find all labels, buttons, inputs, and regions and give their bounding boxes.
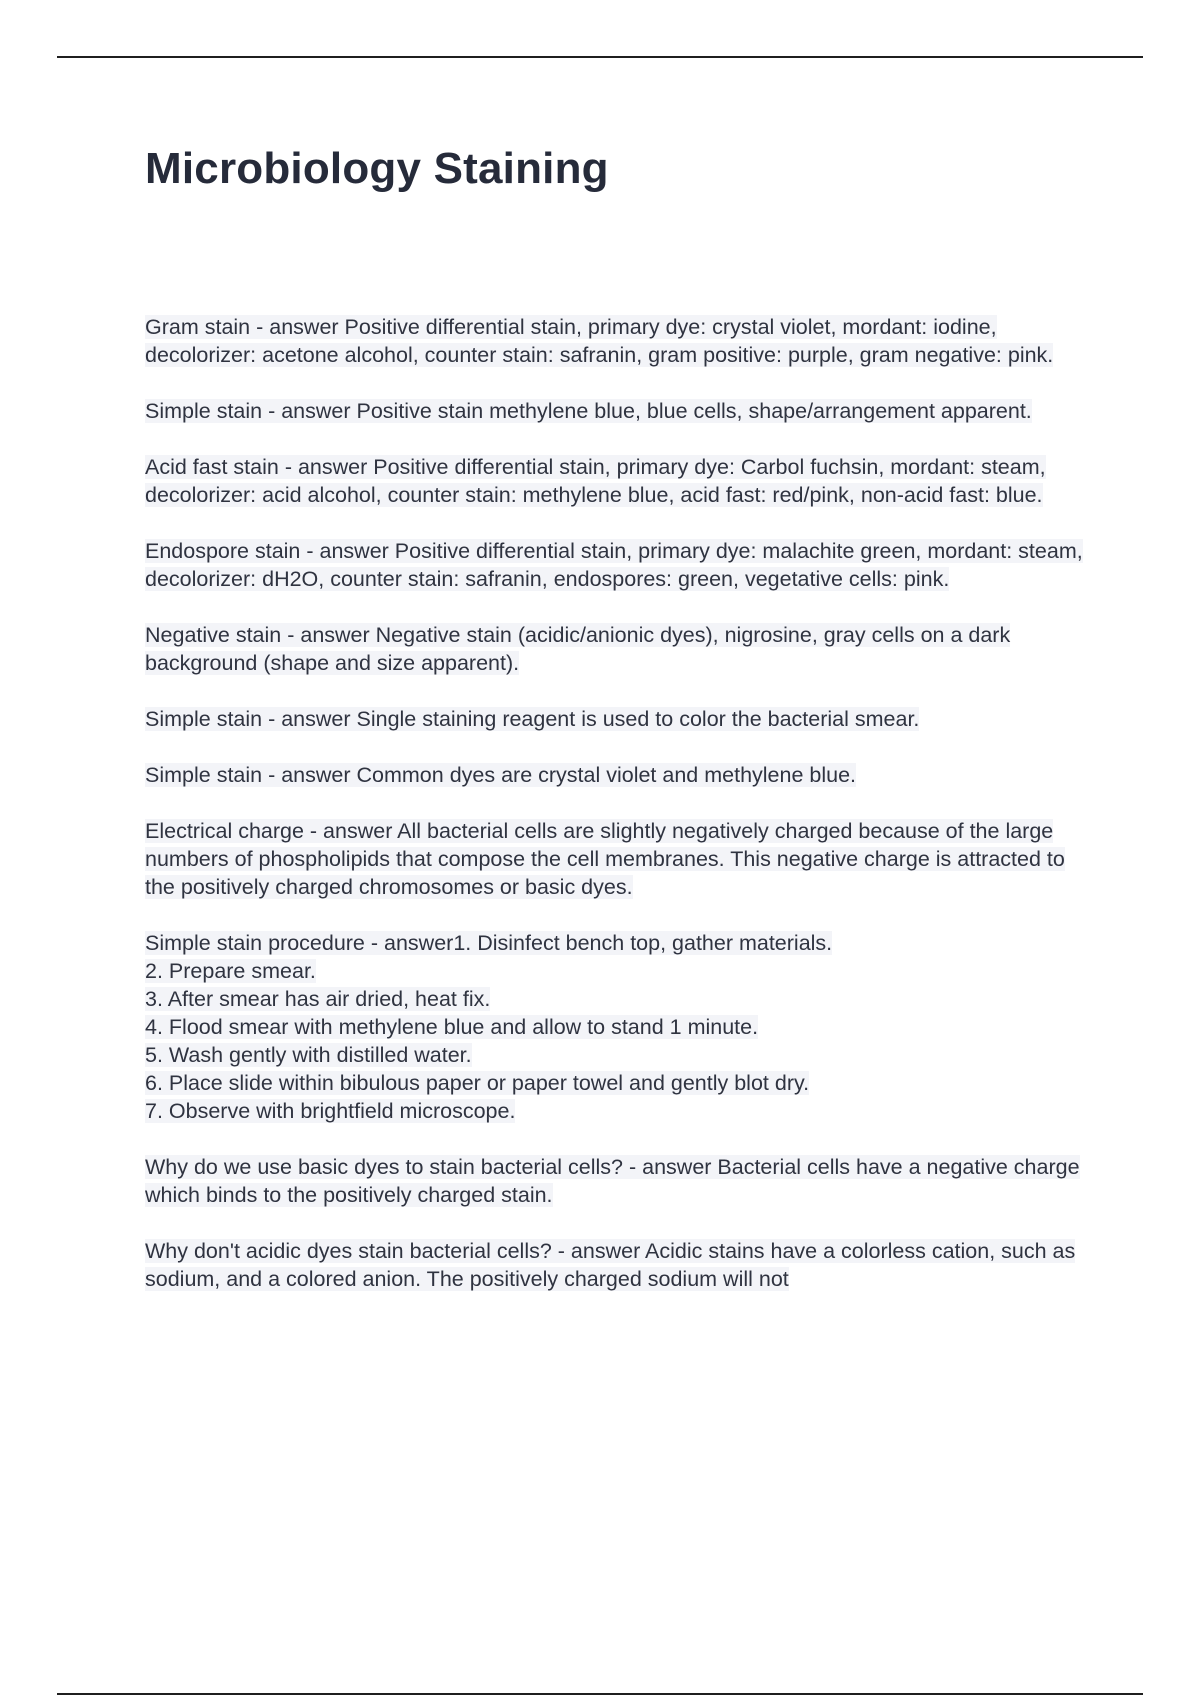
qa-entry <box>145 453 1085 509</box>
qa-answer: Positive differential stain, primary dye: malachite green, mordant: steam, decolorizer: dH2O, counter stain: safranin, endospores: green, vegetative cells: pink. <box>145 539 1083 591</box>
qa-separator: - answer <box>551 1239 646 1263</box>
qa-separator: - answer <box>364 931 454 955</box>
qa-entry <box>145 705 1085 733</box>
qa-term: Why do we use basic dyes to stain bacterial cells? <box>145 1155 624 1179</box>
qa-term: Negative stain <box>145 623 282 647</box>
qa-term: Simple stain <box>145 399 263 423</box>
qa-entry <box>145 1153 1085 1209</box>
procedure-step: 7. Observe with brightfield microscope. <box>145 1099 516 1123</box>
qa-answer: Single staining reagent is used to color the bacterial smear. <box>356 707 920 731</box>
qa-answer: Common dyes are crystal violet and methylene blue. <box>356 763 857 787</box>
qa-separator: - answer <box>262 707 357 731</box>
qa-entry <box>145 537 1085 593</box>
qa-separator: - answer <box>262 763 357 787</box>
qa-answer: Acidic stains have a colorless cation, such as sodium, and a colored anion. The positively charged sodium will not <box>145 1239 1076 1291</box>
qa-entry-procedure <box>145 929 1085 1125</box>
procedure-step: 2. Prepare smear. <box>145 959 316 983</box>
qa-term: Gram stain <box>145 315 251 339</box>
qa-term: Simple stain <box>145 763 263 787</box>
qa-entry <box>145 313 1085 369</box>
qa-separator: - answer <box>250 315 345 339</box>
qa-term: Endospore stain <box>145 539 301 563</box>
qa-term: Simple stain <box>145 707 263 731</box>
qa-separator: - answer <box>278 455 374 479</box>
qa-term: Electrical charge <box>145 819 304 843</box>
qa-entry <box>145 397 1085 425</box>
footer-rule <box>57 1693 1143 1695</box>
qa-separator: - answer <box>281 623 376 647</box>
qa-term: Acid fast stain <box>145 455 279 479</box>
qa-entry <box>145 1237 1085 1293</box>
procedure-step: 1. Disinfect bench top, gather materials. <box>453 931 833 955</box>
qa-term: Why don't acidic dyes stain bacterial cells? <box>145 1239 552 1263</box>
procedure-step: 3. After smear has air dried, heat fix. <box>145 987 491 1011</box>
procedure-step: 4. Flood smear with methylene blue and allow to stand 1 minute. <box>145 1015 759 1039</box>
qa-separator: - answer <box>262 399 357 423</box>
document-title: Microbiology Staining <box>145 144 609 193</box>
qa-separator: - answer <box>300 539 395 563</box>
qa-separator: - answer <box>623 1155 718 1179</box>
flashcard-list <box>145 313 1085 1321</box>
procedure-step: 5. Wash gently with distilled water. <box>145 1043 472 1067</box>
qa-answer: Positive differential stain, primary dye: Carbol fuchsin, mordant: steam, decolorizer: acid alcohol, counter stain: methylene blue, acid fast: red/pink, non-acid fast: blue. <box>145 455 1046 507</box>
qa-entry <box>145 621 1085 677</box>
qa-answer: Bacterial cells have a negative charge which binds to the positively charged stain. <box>145 1155 1080 1207</box>
qa-entry <box>145 761 1085 789</box>
qa-answer: Positive stain methylene blue, blue cells, shape/arrangement apparent. <box>356 399 1032 423</box>
qa-separator: - answer <box>303 819 398 843</box>
qa-answer: Negative stain (acidic/anionic dyes), nigrosine, gray cells on a dark background (shape and size apparent). <box>145 623 1011 675</box>
qa-answer: Positive differential stain, primary dye: crystal violet, mordant: iodine, decolorizer: acetone alcohol, counter stain: safranin, gram positive: purple, gram negative: pink. <box>145 315 1054 367</box>
procedure-step: 6. Place slide within bibulous paper or paper towel and gently blot dry. <box>145 1071 810 1095</box>
qa-answer: All bacterial cells are slightly negatively charged because of the large numbers of phospholipids that compose the cell membranes. This negative charge is attracted to the positively charged chromosomes or basic dyes. <box>145 819 1065 899</box>
qa-entry <box>145 817 1085 901</box>
header-rule <box>57 56 1143 58</box>
qa-term: Simple stain procedure <box>145 931 365 955</box>
